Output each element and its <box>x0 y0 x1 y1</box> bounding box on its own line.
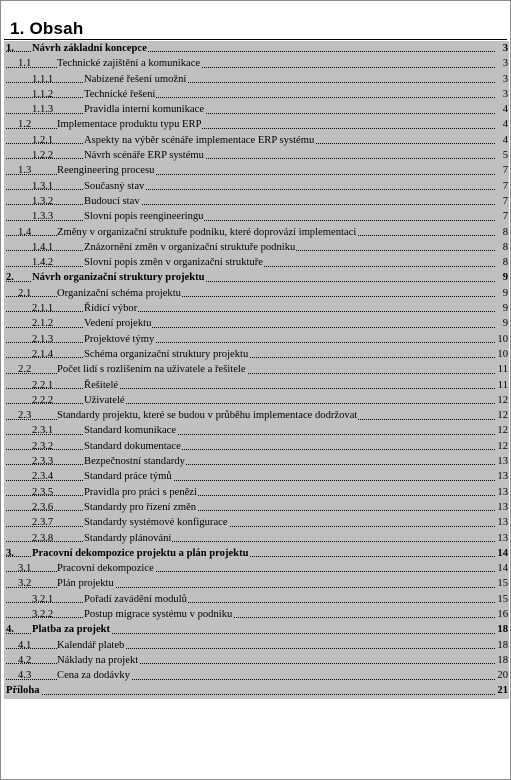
dot-leader <box>6 464 495 465</box>
toc-entry-number: 3. <box>6 547 14 559</box>
toc-entry-title: Nabízené řešení umožní <box>84 72 187 87</box>
toc-entry-page: 13 <box>496 500 508 515</box>
toc-entry-page: 14 <box>496 546 508 561</box>
toc-entry[interactable] <box>4 362 509 377</box>
toc-entry[interactable] <box>4 179 509 194</box>
toc-entry-title: Řešitelé <box>84 378 119 393</box>
toc-entry-number: 1. <box>6 43 14 54</box>
toc-entry-page: 10 <box>496 332 508 347</box>
toc-entry-page: 9 <box>502 316 508 331</box>
toc-entry-title: Cena za dodávky <box>57 668 131 683</box>
toc-entry-title: Standard dokumentace <box>84 439 182 454</box>
dot-leader <box>6 541 495 542</box>
toc-entry[interactable] <box>4 87 509 102</box>
heading-divider <box>4 39 507 40</box>
toc-entry[interactable] <box>4 423 509 438</box>
toc-entry-number: 2.3.8 <box>32 532 54 544</box>
toc-entry-number: 1.4 <box>18 226 32 238</box>
toc-entry-page: 8 <box>502 240 508 255</box>
toc-entry-title: Vedení projektu <box>84 316 152 331</box>
table-of-contents <box>4 41 509 699</box>
toc-entry-title: Pracovní dekompozice projektu a plán projektu <box>32 546 250 561</box>
toc-entry[interactable] <box>4 546 509 561</box>
toc-entry-page: 4 <box>502 133 508 148</box>
dot-leader <box>6 617 495 618</box>
toc-entry[interactable] <box>4 41 509 56</box>
toc-entry-number: 2. <box>6 272 14 284</box>
toc-entry[interactable] <box>4 576 509 591</box>
toc-entry-title: Technické zajištění a komunikace <box>57 56 201 71</box>
toc-entry-title: Současný stav <box>84 179 145 194</box>
toc-entry-number: 2.3 <box>18 410 32 422</box>
toc-entry-title: Příloha <box>6 683 41 698</box>
toc-entry-title: Návrh základní koncepce <box>32 41 148 56</box>
toc-entry[interactable] <box>4 454 509 469</box>
toc-entry-number: 1.1 <box>18 58 32 70</box>
toc-entry[interactable] <box>4 378 509 393</box>
toc-entry[interactable] <box>4 72 509 87</box>
dot-leader <box>6 694 495 695</box>
toc-entry-number: 1.3 <box>18 165 32 177</box>
toc-entry[interactable] <box>4 393 509 408</box>
toc-entry-number: 2.3.4 <box>32 471 54 483</box>
toc-entry-title: Pracovní dekompozice <box>57 561 155 576</box>
toc-entry[interactable] <box>4 255 509 270</box>
toc-entry-page: 8 <box>502 225 508 240</box>
toc-entry-page: 18 <box>496 622 508 637</box>
toc-entry-title: Řídící výbor <box>84 301 138 316</box>
dot-leader <box>6 311 495 312</box>
toc-entry-title: Schéma organizační struktury projektu <box>84 347 249 362</box>
toc-entry-page: 12 <box>496 439 508 454</box>
toc-entry-title: Standardy plánování <box>84 531 172 546</box>
dot-leader <box>6 602 495 603</box>
toc-entry-page: 8 <box>502 255 508 270</box>
toc-entry-title: Plán projektu <box>57 576 115 591</box>
toc-entry-page: 5 <box>502 148 508 163</box>
toc-entry-title: Standardy projektu, které se budou v průběhu implementace dodržovat <box>57 408 358 423</box>
dot-leader <box>6 403 495 404</box>
toc-entry-title: Návrh scénáře ERP systému <box>84 148 205 163</box>
toc-entry-number: 1.4.2 <box>32 257 54 269</box>
toc-entry[interactable] <box>4 163 509 178</box>
toc-entry-number: 1.2.1 <box>32 134 54 146</box>
toc-entry-title: Standardy pro řízení změn <box>84 500 197 515</box>
toc-entry-title: Počet lidí s rozlišením na uživatele a řešitele <box>57 362 247 377</box>
toc-entry-page: 9 <box>502 301 508 316</box>
dot-leader <box>6 113 495 114</box>
dot-leader <box>6 97 495 98</box>
toc-entry-page: 3 <box>502 87 508 102</box>
toc-entry[interactable] <box>4 668 509 683</box>
toc-entry-title: Bezpečnostní standardy <box>84 454 186 469</box>
toc-entry-page: 7 <box>502 209 508 224</box>
toc-entry-title: Standardy systémové konfigurace <box>84 515 229 530</box>
toc-entry-page: 7 <box>502 179 508 194</box>
toc-entry[interactable] <box>4 133 509 148</box>
toc-entry-number: 1.3.1 <box>32 180 54 192</box>
toc-entry-page: 11 <box>497 362 508 377</box>
toc-entry[interactable] <box>4 270 509 285</box>
toc-entry[interactable] <box>4 56 509 71</box>
toc-entry-page: 12 <box>496 408 508 423</box>
toc-entry-number: 1.3.2 <box>32 195 54 207</box>
dot-leader <box>6 220 495 221</box>
toc-entry-title: Organizační schéma projektu <box>57 286 182 301</box>
toc-entry[interactable] <box>4 500 509 515</box>
toc-entry-number: 2.2.2 <box>32 394 54 406</box>
toc-entry-number: 2.1.1 <box>32 303 54 315</box>
toc-entry-number: 3.2.1 <box>32 593 54 605</box>
toc-entry[interactable] <box>4 301 509 316</box>
toc-entry[interactable] <box>4 408 509 423</box>
toc-entry-page: 15 <box>496 576 508 591</box>
toc-entry-title: Uživatelé <box>84 393 126 408</box>
toc-entry-page: 18 <box>496 638 508 653</box>
toc-entry[interactable] <box>4 225 509 240</box>
toc-entry-page: 3 <box>502 41 508 56</box>
toc-entry-number: 1.1.3 <box>32 104 54 116</box>
toc-entry-page: 15 <box>496 592 508 607</box>
dot-leader <box>6 327 495 328</box>
toc-entry-number: 2.3.5 <box>32 486 54 498</box>
toc-entry[interactable] <box>4 622 509 637</box>
toc-entry-number: 4. <box>6 624 14 636</box>
toc-entry-number: 2.1.2 <box>32 318 54 330</box>
toc-entry-number: 2.1 <box>18 287 32 299</box>
toc-entry[interactable] <box>4 531 509 546</box>
toc-entry[interactable] <box>4 286 509 301</box>
toc-entry-page: 3 <box>502 56 508 71</box>
toc-entry-number: 2.3.3 <box>32 456 54 468</box>
toc-entry-title: Projektové týmy <box>84 332 155 347</box>
toc-entry-page: 21 <box>496 683 508 698</box>
toc-entry-title: Standard komunikace <box>84 423 177 438</box>
toc-entry-number: 3.1 <box>18 563 32 575</box>
toc-entry[interactable] <box>4 209 509 224</box>
toc-entry-number: 4.1 <box>18 639 32 651</box>
toc-entry[interactable] <box>4 194 509 209</box>
toc-entry-number: 2.2 <box>18 364 32 376</box>
toc-entry[interactable] <box>4 469 509 484</box>
toc-entry[interactable] <box>4 316 509 331</box>
toc-entry[interactable] <box>4 561 509 576</box>
dot-leader <box>6 388 495 389</box>
dot-leader <box>6 510 495 511</box>
toc-entry-page: 13 <box>496 454 508 469</box>
toc-entry[interactable] <box>4 347 509 362</box>
toc-entry-title: Budoucí stav <box>84 194 141 209</box>
toc-entry-title: Náklady na projekt <box>57 653 139 668</box>
toc-entry-page: 9 <box>502 270 508 285</box>
toc-entry-title: Aspekty na výběr scénáře implementace ERP systému <box>84 133 315 148</box>
toc-entry-page: 3 <box>502 72 508 87</box>
toc-entry-title: Pravidla interní komunikace <box>84 102 205 117</box>
toc-entry-page: 13 <box>496 531 508 546</box>
toc-entry-number: 2.3.2 <box>32 440 54 452</box>
toc-entry[interactable] <box>4 332 509 347</box>
dot-leader <box>6 495 495 496</box>
toc-entry[interactable] <box>4 638 509 653</box>
toc-entry-page: 7 <box>502 194 508 209</box>
toc-entry[interactable] <box>4 607 509 622</box>
toc-entry-number: 3.2.2 <box>32 608 54 620</box>
toc-entry-title: Pravidla pro práci s penězi <box>84 485 198 500</box>
dot-leader <box>6 357 495 358</box>
toc-entry-page: 4 <box>502 117 508 132</box>
dot-leader <box>6 82 495 83</box>
dot-leader <box>6 204 495 205</box>
toc-entry-page: 13 <box>496 515 508 530</box>
toc-entry-page: 13 <box>496 469 508 484</box>
toc-entry-page: 20 <box>496 668 508 683</box>
toc-entry[interactable] <box>4 653 509 668</box>
toc-entry-title: Postup migrace systému v podniku <box>84 607 233 622</box>
toc-entry-page: 11 <box>497 378 508 393</box>
toc-entry-number: 2.1.3 <box>32 333 54 345</box>
toc-entry[interactable] <box>4 485 509 500</box>
toc-entry-number: 1.2.2 <box>32 150 54 162</box>
toc-entry-page: 18 <box>496 653 508 668</box>
toc-entry-title: Standard práce týmů <box>84 469 173 484</box>
toc-entry-page: 16 <box>496 607 508 622</box>
toc-entry-title: Návrh organizační struktury projektu <box>32 270 206 285</box>
toc-entry-page: 13 <box>496 485 508 500</box>
toc-entry-page: 10 <box>496 347 508 362</box>
toc-entry-number: 2.3.7 <box>32 517 54 529</box>
toc-entry-number: 2.1.4 <box>32 348 54 360</box>
toc-entry-title: Slovní popis reengineeringu <box>84 209 204 224</box>
toc-entry-number: 2.3.1 <box>32 425 54 437</box>
toc-entry-title: Kalendář plateb <box>57 638 125 653</box>
toc-entry-number: 2.2.1 <box>32 379 54 391</box>
toc-entry-title: Změny v organizační struktuře podniku, které doprovází implementaci <box>57 225 357 240</box>
dot-leader <box>6 434 495 435</box>
dot-leader <box>6 158 495 159</box>
toc-entry-number: 1.4.1 <box>32 241 54 253</box>
toc-entry-number: 1.3.3 <box>32 211 54 223</box>
toc-entry-number: 1.2 <box>18 119 32 131</box>
toc-entry[interactable] <box>4 515 509 530</box>
toc-entry-title: Technické řešení <box>84 87 156 102</box>
toc-entry-number: 2.3.6 <box>32 501 54 513</box>
dot-leader <box>6 480 495 481</box>
toc-entry-number: 1.1.1 <box>32 73 54 85</box>
toc-entry-number: 4.2 <box>18 654 32 666</box>
dot-leader <box>6 526 495 527</box>
toc-entry-title: Platba za projekt <box>32 622 111 637</box>
dot-leader <box>6 342 495 343</box>
toc-entry-title: Znázornění změn v organizační struktuře podniku <box>84 240 296 255</box>
toc-entry[interactable] <box>4 439 509 454</box>
toc-entry-page: 4 <box>502 102 508 117</box>
toc-entry-number: 4.3 <box>18 670 32 682</box>
toc-entry-title: Pořadí zavádění modulů <box>84 592 188 607</box>
toc-entry[interactable] <box>4 148 509 163</box>
toc-entry-title: Reengineering procesu <box>57 163 155 178</box>
toc-entry-page: 9 <box>502 286 508 301</box>
toc-entry[interactable] <box>4 240 509 255</box>
toc-entry[interactable] <box>4 117 509 132</box>
toc-entry-page: 14 <box>496 561 508 576</box>
dot-leader <box>6 449 495 450</box>
toc-entry[interactable] <box>4 592 509 607</box>
toc-entry[interactable] <box>4 683 509 698</box>
dot-leader <box>6 189 495 190</box>
toc-entry-page: 7 <box>502 163 508 178</box>
toc-entry-title: Implementace produktu typu ERP <box>57 117 202 132</box>
toc-entry-title: Slovní popis změn v organizační struktuře <box>84 255 264 270</box>
toc-entry-number: 3.2 <box>18 578 32 590</box>
toc-heading: 1. Obsah <box>10 19 84 38</box>
toc-entry-number: 1.1.2 <box>32 88 54 100</box>
toc-entry-page: 12 <box>496 423 508 438</box>
toc-entry[interactable] <box>4 102 509 117</box>
toc-entry-page: 12 <box>496 393 508 408</box>
